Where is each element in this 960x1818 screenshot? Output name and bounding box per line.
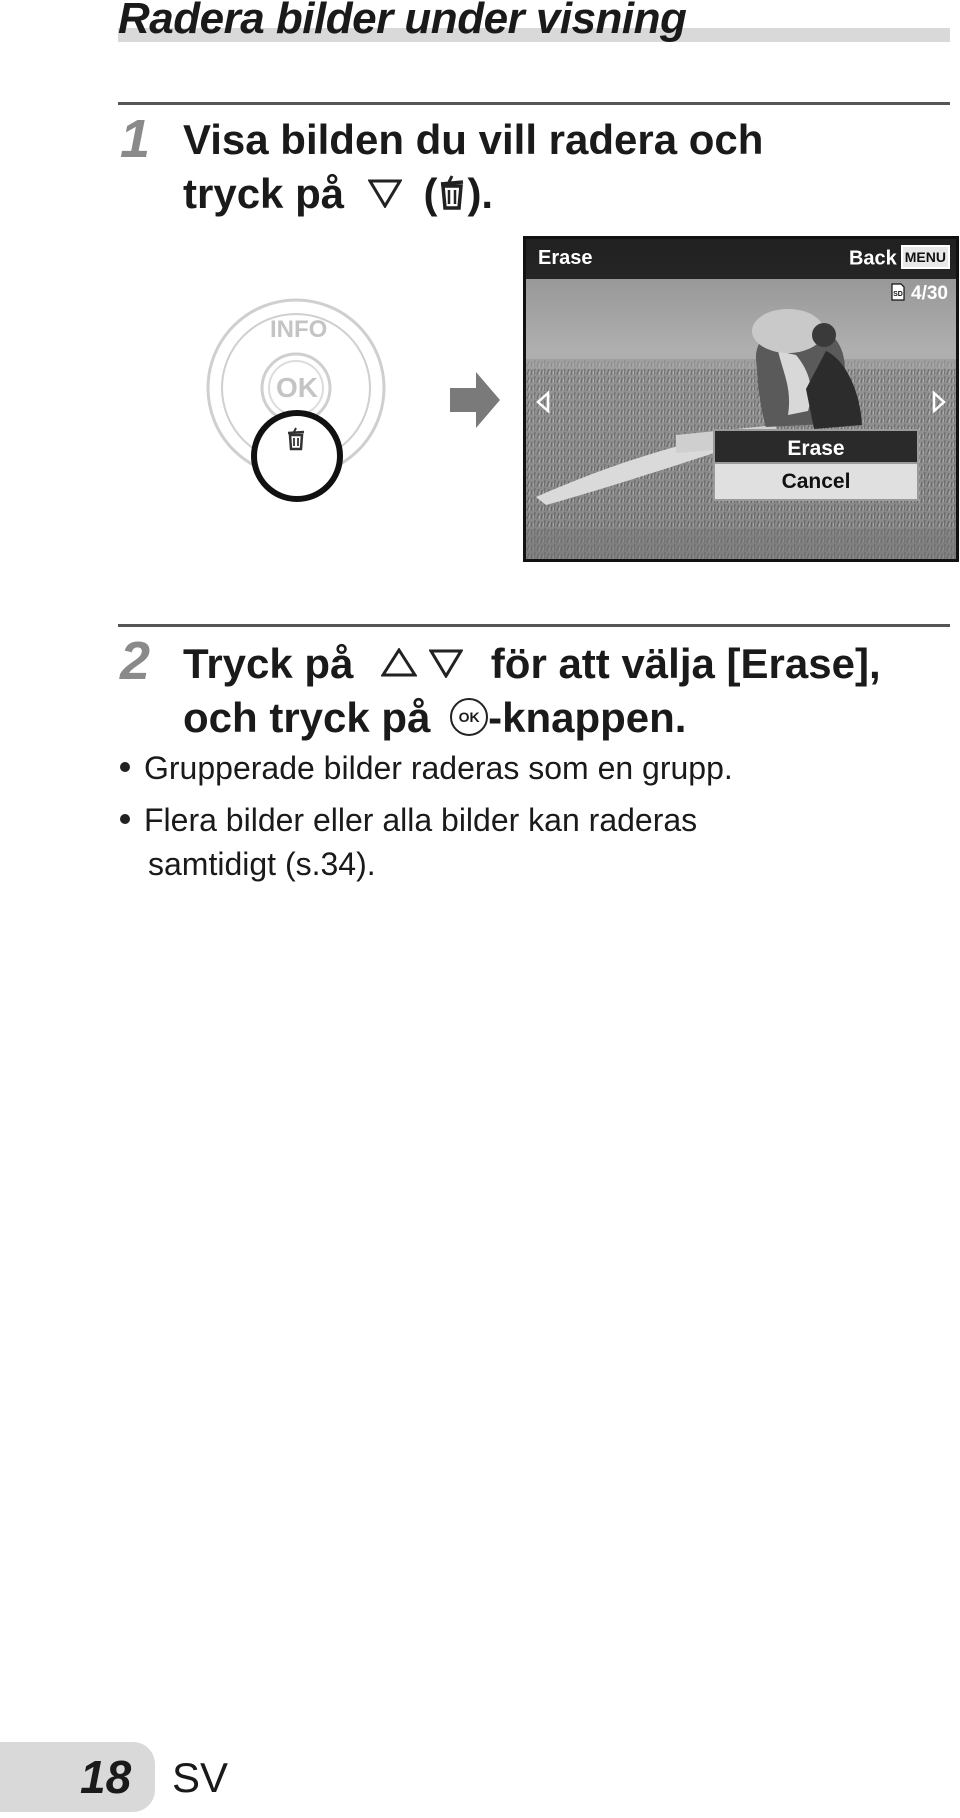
right-arrow-icon xyxy=(450,370,502,430)
image-counter-text: 4/30 xyxy=(911,283,948,304)
screen-back-control xyxy=(849,247,950,271)
bullet-dot xyxy=(120,762,130,772)
step2-number: 2 xyxy=(120,631,151,691)
step2-line2-text-a: och tryck på xyxy=(183,694,431,741)
sd-card-icon xyxy=(891,283,905,301)
screen-mode-label: Erase xyxy=(538,247,593,269)
up-arrow-icon xyxy=(381,648,417,678)
step1-divider xyxy=(118,102,950,105)
step1-line2-text: tryck på xyxy=(183,170,345,217)
step1-number: 1 xyxy=(120,109,151,169)
step1-paren-close: ). xyxy=(467,170,494,217)
trash-icon xyxy=(437,175,467,211)
menu-badge: MENU xyxy=(901,245,950,269)
bullet-item-2-continuation: samtidigt (s.34). xyxy=(148,846,376,882)
step1-line2 xyxy=(183,170,493,218)
language-code: SV xyxy=(172,1754,229,1801)
next-image-arrow-icon xyxy=(932,391,946,413)
erase-option[interactable]: Erase xyxy=(713,429,919,464)
pad-trash-icon xyxy=(285,427,307,451)
step2-line1-text-a: Tryck på xyxy=(183,640,354,687)
camera-screen xyxy=(523,236,959,562)
step2-line2-text-b: -knappen. xyxy=(488,694,687,741)
bullet-item-1 xyxy=(120,750,733,787)
image-counter xyxy=(891,283,948,305)
step2-line2 xyxy=(183,694,686,742)
bullet-item-2 xyxy=(120,802,697,839)
step2-line1 xyxy=(183,640,881,688)
page-number-tab xyxy=(0,1742,155,1812)
control-pad-diagram xyxy=(200,296,400,506)
down-arrow-icon xyxy=(429,648,463,678)
down-arrow-icon xyxy=(368,178,402,208)
svg-text:SD: SD xyxy=(893,290,903,298)
erase-dialog xyxy=(713,429,919,507)
prev-image-arrow-icon xyxy=(536,391,550,413)
bullet-text: Flera bilder eller alla bilder kan raderas xyxy=(144,802,698,838)
pad-info-label: INFO xyxy=(270,316,328,343)
page-number: 18 xyxy=(80,1751,132,1803)
step1-line1: Visa bilden du vill radera och xyxy=(183,116,764,163)
step2-divider xyxy=(118,624,950,627)
step2-line1-text-b: för att välja [Erase], xyxy=(490,640,881,687)
step1-paren-open: ( xyxy=(423,170,438,217)
page-title: Radera bilder under visning xyxy=(118,0,687,43)
back-label: Back xyxy=(848,247,897,270)
ok-button-icon: OK xyxy=(450,698,488,736)
bullet-text: Grupperade bilder raderas som en grupp. xyxy=(144,750,733,786)
pad-ok-label: OK xyxy=(276,372,318,403)
bullet-dot xyxy=(120,814,130,824)
cancel-option[interactable]: Cancel xyxy=(713,464,919,501)
